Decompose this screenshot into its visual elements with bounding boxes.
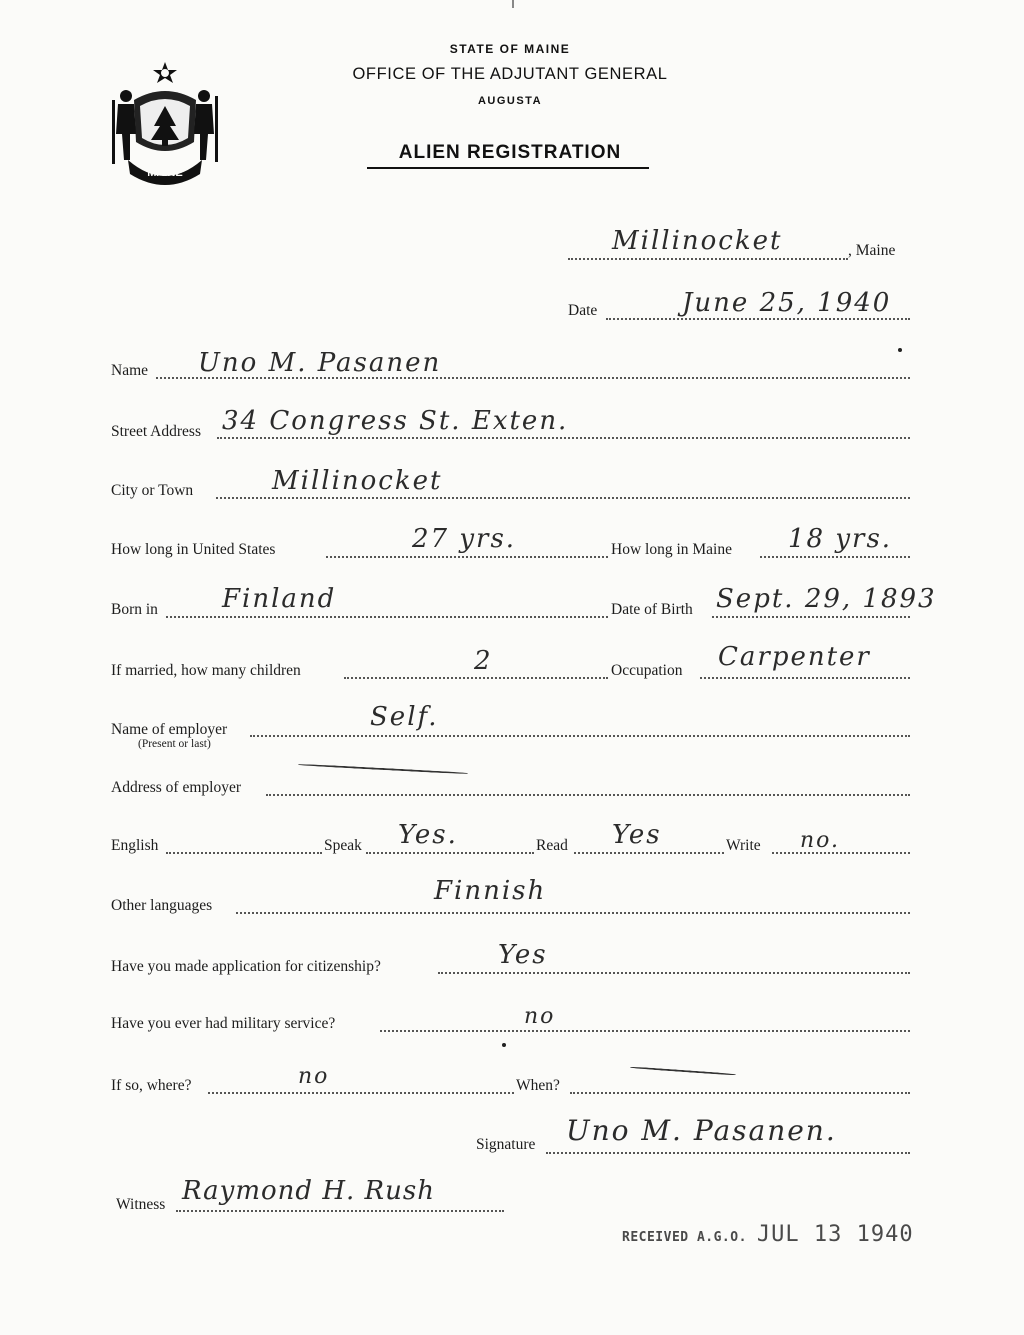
stamp-agency: RECEIVED A.G.O. bbox=[622, 1230, 747, 1245]
employer-value: Self. bbox=[370, 702, 439, 732]
maine-suffix: , Maine bbox=[848, 242, 896, 259]
military-line bbox=[380, 1030, 910, 1032]
citizenship-line bbox=[438, 972, 910, 974]
us-time-label: How long in United States bbox=[111, 541, 276, 558]
dob-value: Sept. 29, 1893 bbox=[716, 584, 937, 614]
write-value: no. bbox=[800, 828, 841, 853]
occupation-label: Occupation bbox=[611, 662, 683, 679]
ink-dot-2 bbox=[502, 1043, 506, 1047]
occupation-line bbox=[700, 677, 910, 679]
witness-value: Raymond H. Rush bbox=[182, 1176, 435, 1206]
where-value: no bbox=[298, 1064, 330, 1089]
town-value: Millinocket bbox=[612, 226, 783, 256]
other-languages-line bbox=[236, 912, 910, 914]
maine-time-value: 18 yrs. bbox=[788, 524, 893, 554]
header-state: STATE OF MAINE bbox=[449, 42, 571, 56]
military-value: no bbox=[524, 1004, 556, 1029]
date-line bbox=[606, 318, 910, 320]
read-label: Read bbox=[536, 837, 568, 854]
us-time-value: 27 yrs. bbox=[412, 524, 517, 554]
where-label: If so, where? bbox=[111, 1077, 192, 1094]
citizenship-value: Yes bbox=[498, 940, 548, 970]
form-title: ALIEN REGISTRATION bbox=[398, 142, 622, 163]
english-label: English bbox=[111, 837, 159, 854]
speak-label: Speak bbox=[324, 837, 362, 854]
when-line bbox=[570, 1092, 910, 1094]
town-line bbox=[568, 258, 848, 260]
city-label: City or Town bbox=[111, 482, 194, 499]
other-languages-label: Other languages bbox=[111, 897, 213, 914]
employer-address-label: Address of employer bbox=[111, 779, 241, 796]
header-office: OFFICE OF THE ADJUTANT GENERAL bbox=[352, 65, 668, 83]
city-line bbox=[216, 497, 910, 499]
title-underline bbox=[367, 167, 649, 169]
citizenship-label: Have you made application for citizenship? bbox=[111, 958, 381, 975]
maine-time-label: How long in Maine bbox=[611, 541, 732, 558]
maine-time-line bbox=[760, 556, 910, 558]
signature-label: Signature bbox=[476, 1136, 536, 1153]
name-label: Name bbox=[111, 362, 149, 379]
write-line bbox=[772, 852, 910, 854]
svg-text:MAINE: MAINE bbox=[147, 167, 183, 179]
dob-line bbox=[712, 616, 910, 618]
ink-dot bbox=[898, 348, 902, 352]
english-line bbox=[166, 852, 322, 854]
stamp-date: JUL 13 1940 bbox=[756, 1222, 914, 1247]
ink-dash-2 bbox=[630, 1066, 736, 1075]
street-label: Street Address bbox=[111, 423, 201, 440]
children-line bbox=[344, 677, 608, 679]
signature-value: Uno M. Pasanen. bbox=[566, 1114, 837, 1147]
employer-sublabel: (Present or last) bbox=[138, 738, 211, 750]
other-languages-value: Finnish bbox=[434, 876, 547, 906]
state-seal-icon bbox=[104, 56, 226, 188]
witness-label: Witness bbox=[116, 1196, 166, 1213]
speak-value: Yes. bbox=[398, 820, 458, 850]
children-label: If married, how many children bbox=[111, 662, 301, 679]
ink-dash bbox=[298, 764, 468, 775]
date-value: June 25, 1940 bbox=[682, 288, 892, 318]
write-label: Write bbox=[726, 837, 761, 854]
header-city: AUGUSTA bbox=[477, 95, 543, 107]
dob-label: Date of Birth bbox=[611, 601, 693, 618]
when-label: When? bbox=[516, 1077, 560, 1094]
scan-mark bbox=[512, 0, 514, 8]
city-value: Millinocket bbox=[272, 466, 443, 496]
signature-line bbox=[546, 1152, 910, 1154]
military-label: Have you ever had military service? bbox=[111, 1015, 336, 1032]
occupation-value: Carpenter bbox=[718, 642, 871, 672]
children-value: 2 bbox=[474, 646, 493, 676]
street-value: 34 Congress St. Exten. bbox=[222, 406, 569, 436]
where-line bbox=[208, 1092, 514, 1094]
read-value: Yes bbox=[612, 820, 662, 850]
employer-label: Name of employer bbox=[111, 721, 228, 738]
street-line bbox=[217, 437, 910, 439]
born-label: Born in bbox=[111, 601, 158, 618]
employer-address-line bbox=[266, 794, 910, 796]
witness-line bbox=[176, 1210, 504, 1212]
read-line bbox=[574, 852, 724, 854]
us-time-line bbox=[326, 556, 608, 558]
born-value: Finland bbox=[222, 584, 337, 614]
born-line bbox=[166, 616, 608, 618]
received-stamp bbox=[622, 1222, 914, 1247]
date-label: Date bbox=[568, 302, 598, 319]
employer-line bbox=[250, 735, 910, 737]
speak-line bbox=[366, 852, 534, 854]
name-value: Uno M. Pasanen bbox=[198, 348, 442, 378]
